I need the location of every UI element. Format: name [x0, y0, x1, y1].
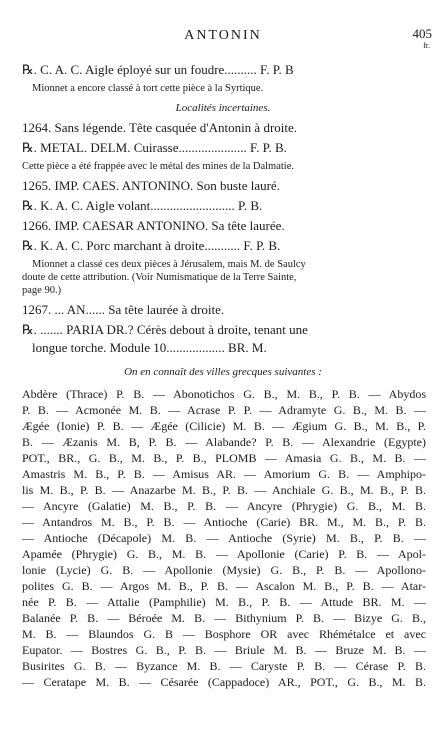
text-line: ℞. C. A. C. Aigle éployé sur un foudre.......... F. P. B — [22, 62, 294, 77]
text-line: Balanée P. B. — Béroée M. B. — Bithynium P. B. — Bizye G. B., — [22, 611, 426, 625]
text-line: Eupator. — Bostres G. B., P. B. — Briule M. B. — Bruze M. B. — — [22, 643, 426, 657]
text-line: — Antandros M. B., P. B. — Antioche (Carie) BR. M., M. B., P. B. — [22, 515, 426, 529]
text-line: ℞. ....... PARIA DR.? Cérès debout à droite, tenant une — [22, 322, 308, 337]
text-line: Mionnet a encore classé à tort cette pièce à la Syrtique. — [32, 83, 264, 94]
text-line: — Ceratape M. B. — Césarée (Cappadoce) AR., POT., G. B., M. B. — [22, 675, 426, 689]
text-line: 1265. IMP. CAES. ANTONINO. Son buste lauré. — [22, 178, 280, 193]
text-line: Apamée (Phrygie) G. B., M. B. — Apollonie (Carie) P. B. — Apol- — [22, 547, 426, 561]
page-number: 405 — [412, 26, 432, 41]
text-line: 1266. IMP. CAESAR ANTONINO. Sa tête laurée. — [22, 218, 285, 233]
text-line: Abdère (Thrace) P. B. — Abonotichos G. B., M. B., P. B. — Abydos — [22, 387, 426, 401]
text-line: Mionnet a classé ces deux pièces à Jérusalem, mais M. de Saulcy — [32, 259, 306, 270]
text-line: lis M. B., P. B. — Anazarbe M. B., P. B. — Anchiale G. B., M. B., P. B. — [22, 483, 426, 497]
text-line: Localités incertaines. — [175, 102, 271, 114]
running-head: ANTONIN — [184, 28, 262, 43]
text-line: ℞. K. A. C. Porc marchant à droite........... F. P. B. — [22, 238, 281, 253]
text-line: POT., BR., G. B., M. B., P. B., PLOMB — Amasia G. B., M. B. — — [22, 451, 426, 465]
text-line: née P. B. — Attalie (Pamphilie) M. B., P. B. — Attude BR. M. — — [22, 595, 426, 609]
text-line: — Ancyre (Galatie) M. B., P. B. — Ancyre (Phrygie) G. B., M. B. — [22, 499, 426, 513]
text-line: ℞. METAL. DELM. Cuirasse..................... F. P. B. — [22, 140, 287, 155]
text-line: polites G. B. — Argos M. B., P. B. — Ascalon M. B., P. B. — Atar- — [22, 579, 426, 593]
text-line: Busirites G. B. — Byzance M. B. — Caryste P. B. — Cérase P. B. — [22, 659, 426, 673]
text-line: doute de cette attribution. (Voir Numismatique de la Terre Sainte, — [22, 272, 297, 283]
text-line: 1267. ... AN...... Sa tête laurée à droite. — [22, 302, 225, 317]
text-line: — Antioche (Décapole) M. B. — Antioche (Syrie) M. B., P. B. — — [22, 531, 426, 545]
text-line: On en connaît des villes grecques suivantes : — [124, 366, 322, 378]
text-line: P. B. — Acmonée M. B. — Acrase P. P. — Adramyte G. B., M. B. — — [22, 403, 426, 417]
text-line: page 90.) — [22, 285, 62, 296]
text-line: longue torche. Module 10.................. BR. M. — [32, 340, 267, 355]
text-line: lonie (Lycie) G. B. — Apollonie (Mysie) G. B., P. B. — Apollono- — [22, 563, 426, 577]
text-line: ℞. K. A. C. Aigle volant.......................... P. B. — [22, 198, 263, 213]
text-line: Cette pièce a été frappée avec le métal des mines de la Dalmatie. — [22, 161, 294, 172]
text-line: M. B. — Blaundos G. B — Bosphore OR avec Rhémétalce et avec — [22, 627, 426, 641]
text-line: B. — Æzanis M. B, P. B. — Alabande? P. B. — Alexandrie (Egypte) — [22, 435, 426, 449]
text-line: Ægée (Ionie) P. B. — Ægée (Cilicie) M. B. — Ægium G. B., M. B., P. — [22, 419, 426, 433]
text-line: Amastris M. B., P. B. — Amisus AR. — Amorium G. B. — Amphipo- — [22, 467, 426, 481]
text-line: 1264. Sans légende. Tête casquée d'Antonin à droite. — [22, 120, 298, 135]
page-mark: fr. — [423, 41, 430, 50]
